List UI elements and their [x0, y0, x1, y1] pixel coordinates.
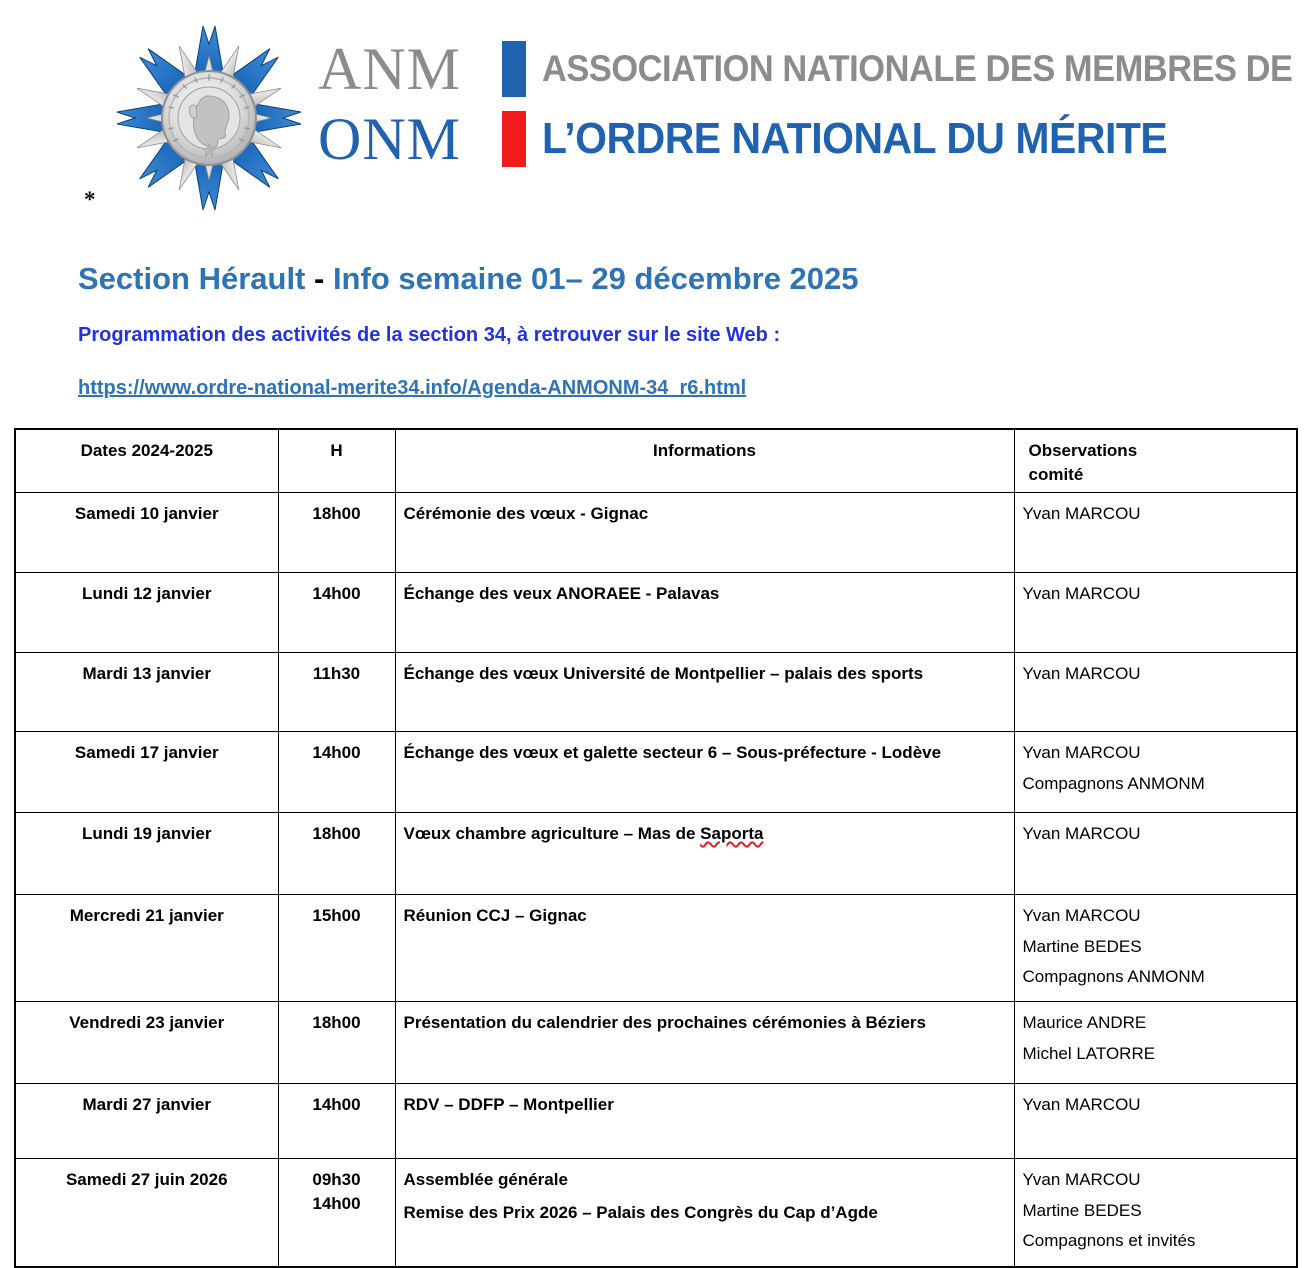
agenda-table-head — [15, 429, 1297, 492]
page-subtitle: Programmation des activités de la section 34, à retrouver sur le site Web : — [78, 324, 781, 347]
document-title-block — [0, 260, 1310, 401]
cell-hour — [278, 895, 395, 1002]
cell-observations — [1014, 653, 1297, 732]
cell-hour-1: 18h00 — [312, 504, 361, 524]
observation-entry: Yvan MARCOU — [1022, 824, 1141, 844]
observation-entry: Martine BEDES — [1022, 1200, 1142, 1220]
agenda-table — [14, 428, 1298, 1268]
cell-hour — [278, 732, 395, 813]
cell-hour-2: 14h00 — [312, 1193, 361, 1213]
cell-observations — [1014, 573, 1297, 653]
cell-info-line1: Cérémonie des vœux - Gignac — [403, 504, 649, 524]
onm-medal-emblem-icon — [98, 12, 320, 224]
cell-hour — [278, 1002, 395, 1084]
cell-information — [395, 895, 1014, 1002]
cell-observations — [1014, 732, 1297, 813]
cell-info-line1: Échange des vœux Université de Montpellier – palais des sports — [403, 664, 924, 684]
col-header-observations-line1: Observations — [1028, 441, 1138, 461]
col-header-observations-line2: comité — [1028, 464, 1084, 484]
cell-observations — [1014, 895, 1297, 1002]
cell-info-line1: Assemblée générale — [403, 1170, 568, 1190]
cell-date: Mardi 13 janvier — [15, 653, 278, 732]
col-header-informations: Informations — [395, 429, 1014, 492]
wordmark-blue-bar — [502, 41, 526, 97]
wordmark-abbr-anm: ANM — [318, 36, 462, 102]
wordmark-abbr-onm: ONM — [318, 106, 462, 172]
cell-hour — [278, 493, 395, 573]
cell-information — [395, 732, 1014, 813]
agenda-table-body — [15, 493, 1297, 1267]
cell-hour-1: 18h00 — [312, 1013, 361, 1033]
table-header-row — [15, 429, 1297, 492]
cell-hour — [278, 813, 395, 895]
cell-information — [395, 1084, 1014, 1159]
cell-observations — [1014, 1159, 1297, 1267]
page-title-part1: Section Hérault — [78, 261, 314, 296]
observation-entry: Yvan MARCOU — [1022, 743, 1141, 763]
cell-hour-1: 14h00 — [312, 1095, 361, 1115]
cell-date: Vendredi 23 janvier — [15, 1002, 278, 1084]
cell-hour-1: 18h00 — [312, 824, 361, 844]
observation-entry: Yvan MARCOU — [1022, 1170, 1141, 1190]
observation-entry: Compagnons ANMONM — [1022, 773, 1205, 793]
cell-information — [395, 1159, 1014, 1267]
table-row — [15, 653, 1297, 732]
cell-info-line1: Présentation du calendrier des prochaines cérémonies à Béziers — [403, 1013, 926, 1033]
misspelled-word: Saporta — [700, 824, 764, 844]
cell-info-line2: Remise des Prix 2026 – Palais des Congrès du Cap d’Agde — [403, 1202, 878, 1222]
table-row — [15, 573, 1297, 653]
table-row — [15, 1002, 1297, 1084]
col-header-hour: H — [278, 429, 395, 492]
agenda-table-container — [0, 401, 1310, 1268]
table-row — [15, 493, 1297, 573]
cell-hour-1: 15h00 — [312, 906, 361, 926]
observation-entry: Yvan MARCOU — [1022, 584, 1141, 604]
cell-hour — [278, 1084, 395, 1159]
cell-information — [395, 1002, 1014, 1084]
cell-information — [395, 653, 1014, 732]
cell-info-line1: RDV – DDFP – Montpellier — [403, 1095, 614, 1115]
asterisk-mark: * — [84, 187, 96, 212]
cell-date: Mardi 27 janvier — [15, 1084, 278, 1159]
cell-hour-1: 11h30 — [312, 664, 361, 684]
cell-hour-1: 14h00 — [312, 743, 361, 763]
cell-information — [395, 813, 1014, 895]
col-header-observations — [1014, 429, 1297, 492]
cell-info-line1: Vœux chambre agriculture – Mas de — [403, 824, 701, 844]
cell-observations — [1014, 1084, 1297, 1159]
observation-entry: Compagnons ANMONM — [1022, 967, 1205, 986]
cell-date: Lundi 19 janvier — [15, 813, 278, 895]
cell-info-line1: Échange des vœux et galette secteur 6 – Sous-préfecture - Lodève — [403, 743, 942, 763]
col-header-dates: Dates 2024-2025 — [15, 429, 278, 492]
observation-entry: Martine BEDES — [1022, 936, 1142, 956]
cell-hour-1: 14h00 — [312, 584, 361, 604]
observation-entry: Michel LATORRE — [1022, 1043, 1156, 1063]
cell-information — [395, 573, 1014, 653]
cell-info-line1: Échange des veux ANORAEE - Palavas — [403, 584, 720, 604]
page-title — [78, 260, 1310, 297]
cell-date: Samedi 27 juin 2026 — [15, 1159, 278, 1267]
cell-observations — [1014, 1002, 1297, 1084]
cell-date: Samedi 10 janvier — [15, 493, 278, 573]
document-header-band — [0, 0, 1310, 232]
observation-entry: Yvan MARCOU — [1022, 664, 1141, 684]
cell-hour — [278, 1159, 395, 1267]
table-row — [15, 732, 1297, 813]
wordmark-association-line: ASSOCIATION NATIONALE DES MEMBRES DE — [542, 48, 1293, 89]
cell-observations — [1014, 813, 1297, 895]
wordmark-red-bar — [502, 111, 526, 167]
table-row — [15, 813, 1297, 895]
cell-date: Mercredi 21 janvier — [15, 895, 278, 1002]
cell-info-line1: Réunion CCJ – Gignac — [403, 906, 587, 926]
agenda-website-link[interactable]: https://www.ordre-national-merite34.info/Agenda-ANMONM-34_r6.html — [78, 377, 747, 400]
cell-date: Lundi 12 janvier — [15, 573, 278, 653]
page-title-part2: Info semaine 01– 29 décembre 2025 — [324, 261, 859, 296]
observation-entry: Yvan MARCOU — [1022, 906, 1141, 926]
anm-onm-wordmark — [318, 36, 1293, 172]
wordmark-ordre-line: L’ORDRE NATIONAL DU MÉRITE — [542, 114, 1168, 163]
cell-hour — [278, 653, 395, 732]
observation-entry: Yvan MARCOU — [1022, 504, 1141, 524]
cell-information — [395, 493, 1014, 573]
table-row — [15, 895, 1297, 1002]
cell-hour-1: 09h30 — [312, 1170, 361, 1190]
observation-entry: Yvan MARCOU — [1022, 1095, 1141, 1115]
table-row — [15, 1159, 1297, 1267]
observation-entry: Compagnons et invités — [1022, 1231, 1196, 1251]
cell-date: Samedi 17 janvier — [15, 732, 278, 813]
table-row — [15, 1084, 1297, 1159]
observation-entry: Maurice ANDRE — [1022, 1013, 1147, 1033]
cell-hour — [278, 573, 395, 653]
page-title-dash: - — [314, 261, 325, 296]
cell-observations — [1014, 493, 1297, 573]
